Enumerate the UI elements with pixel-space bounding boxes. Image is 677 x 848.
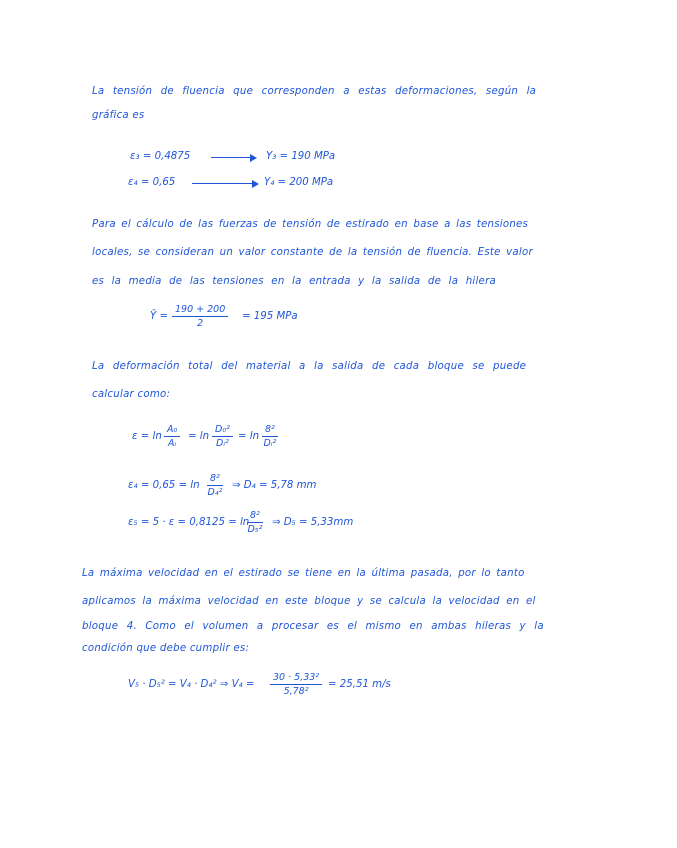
paragraph-1-line-2: gráfica es <box>92 110 145 121</box>
paragraph-4-line-4: condición que debe cumplir es: <box>82 643 250 654</box>
stress-3: Y₃ = 190 MPa <box>266 151 336 162</box>
strain-eq-fraction-2 <box>212 424 233 449</box>
velocity-eq-fraction <box>270 672 322 697</box>
eq5-result: ⇒ D₅ = 5,33mm <box>272 517 354 528</box>
velocity-eq-lhs: V₅ · D₅² = V₄ · D₄² ⇒ V₄ = <box>128 679 255 690</box>
paragraph-2-line-1: Para el cálculo de las fuerzas de tensión de estirado en base a las tensiones <box>92 219 529 230</box>
strain-eq-f2-den: Dᵢ² <box>216 438 229 449</box>
eq5-numerator: 8² <box>247 510 263 523</box>
strain-eq-mid-1: = ln <box>188 431 210 442</box>
velocity-eq-result: = 25,51 m/s <box>328 679 391 690</box>
paragraph-3-line-1: La deformación total del material a la salida de cada bloque se puede <box>92 361 527 372</box>
eq4-numerator: 8² <box>207 473 223 486</box>
paragraph-4-line-1: La máxima velocidad en el estirado se tiene en la última pasada, por lo tanto <box>82 568 525 579</box>
mean-eq-lhs: Ȳ = <box>150 311 168 322</box>
mean-eq-fraction <box>172 304 228 329</box>
eq4-result: ⇒ D₄ = 5,78 mm <box>232 480 317 491</box>
paragraph-2-line-3: es la media de las tensiones en la entrada y la salida de la hilera <box>92 276 497 287</box>
eq5-denominator: D₅² <box>247 524 263 535</box>
strain-eq-f2-num: D₀² <box>212 424 233 437</box>
velocity-eq-numerator: 30 · 5,33² <box>270 672 322 685</box>
eq4-lhs: ε₄ = 0,65 = ln <box>128 480 200 491</box>
stress-4: Y₄ = 200 MPa <box>264 177 334 188</box>
strain-eq-fraction-1 <box>164 424 180 449</box>
strain-eq-f1-den: Aᵢ <box>168 438 177 449</box>
strain-3: ε₃ = 0,4875 <box>130 151 191 162</box>
arrow-right-icon <box>192 183 257 184</box>
paragraph-2-line-2: locales, se consideran un valor constante de la tensión de fluencia. Este valor <box>92 247 533 258</box>
mean-eq-denominator: 2 <box>197 318 204 329</box>
strain-eq-f3-num: 8² <box>262 424 278 437</box>
paragraph-4-line-3: bloque 4. Como el volumen a procesar es el mismo en ambas hileras y la <box>82 621 544 632</box>
paragraph-4-line-2: aplicamos la máxima velocidad en este bloque y se calcula la velocidad en el <box>82 596 536 607</box>
strain-4: ε₄ = 0,65 <box>128 177 176 188</box>
paragraph-1-line-1: La tensión de fluencia que corresponden a estas deformaciones, según la <box>92 86 537 97</box>
velocity-eq-denominator: 5,78² <box>283 686 309 697</box>
strain-eq-f3-den: Dᵢ² <box>263 438 277 449</box>
strain-eq-f1-num: A₀ <box>164 424 180 437</box>
eq5-fraction <box>247 510 263 535</box>
strain-eq-fraction-3 <box>262 424 278 449</box>
mean-eq-result: = 195 MPa <box>242 311 298 322</box>
mean-eq-numerator: 190 + 200 <box>172 304 228 317</box>
strain-eq-lhs: ε = ln <box>132 431 162 442</box>
eq4-fraction <box>207 473 223 498</box>
paragraph-3-line-2: calcular como: <box>92 389 171 400</box>
strain-eq-mid-2: = ln <box>238 431 260 442</box>
eq4-denominator: D₄² <box>207 487 223 498</box>
eq5-lhs: ε₅ = 5 · ε = 0,8125 = ln <box>128 517 250 528</box>
arrow-right-icon <box>211 157 255 158</box>
